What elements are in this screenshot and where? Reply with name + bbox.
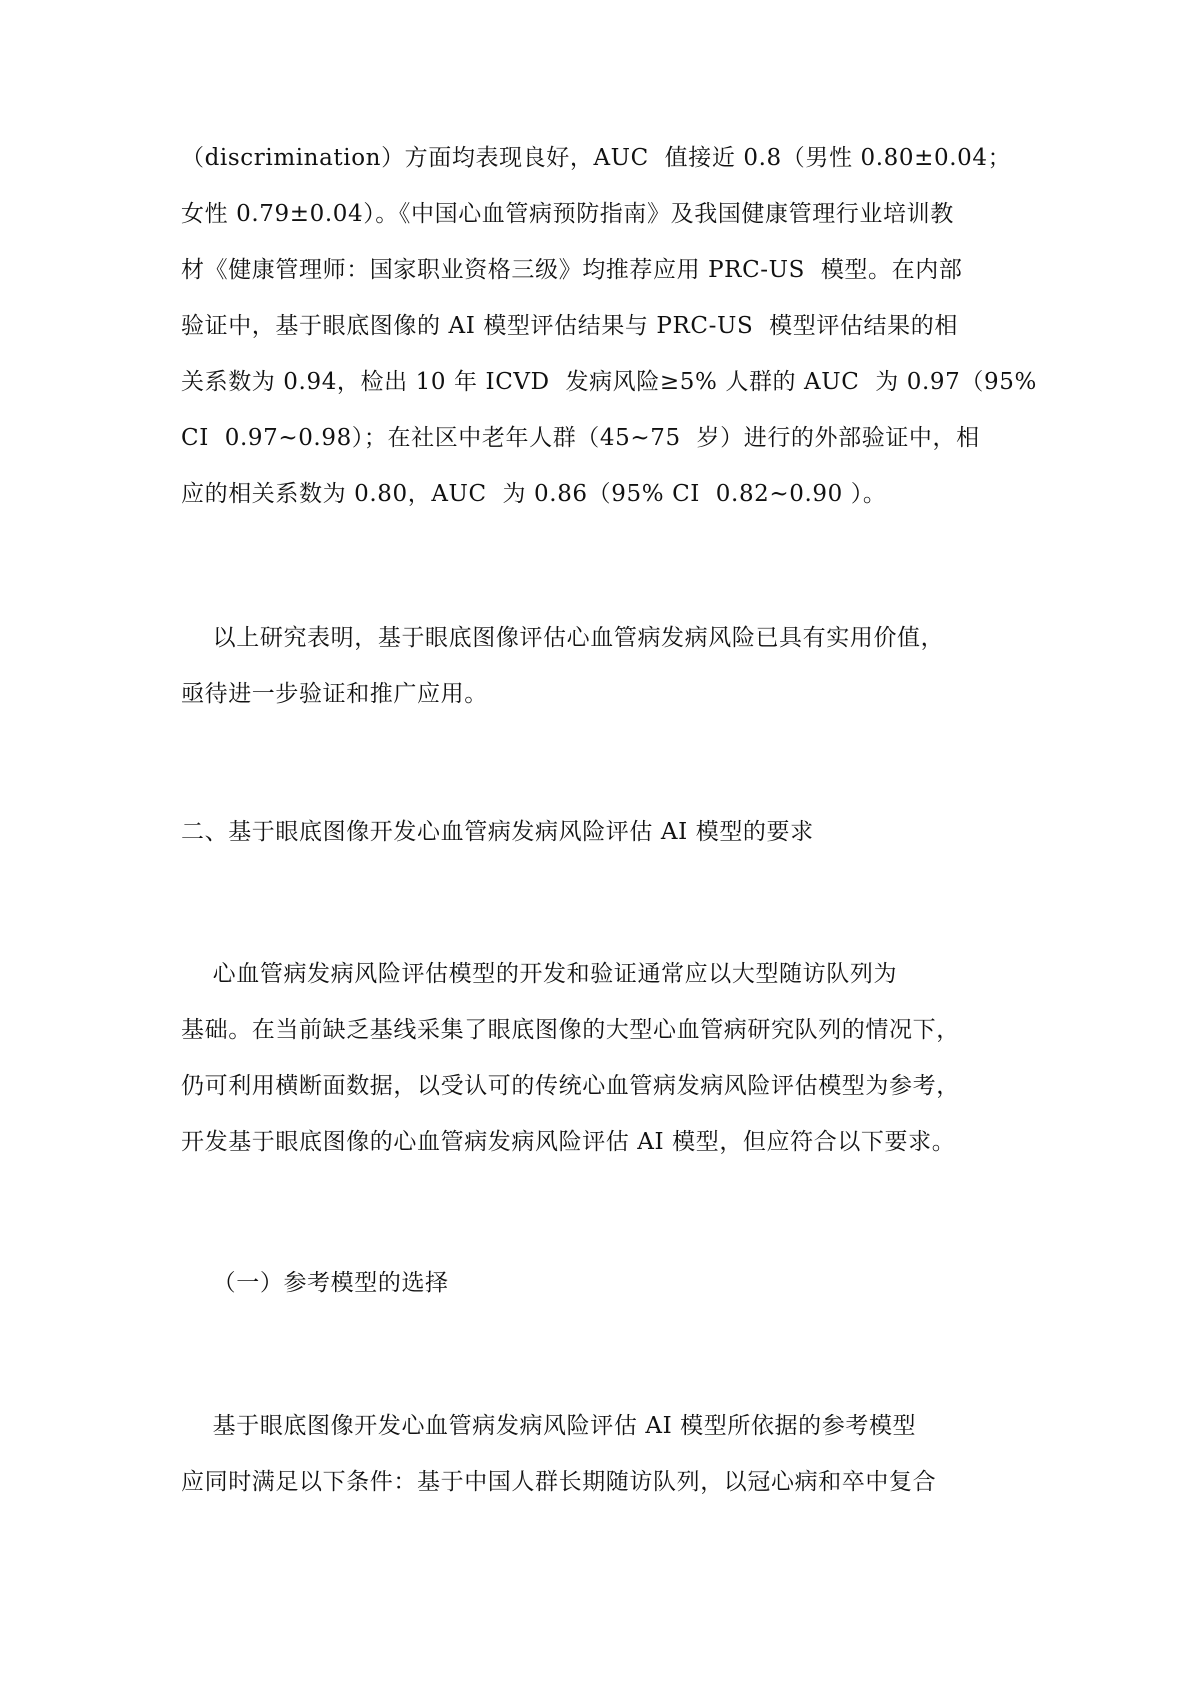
paragraph-line: 心血管病发病风险评估模型的开发和验证通常应以大型随访队列为 <box>181 961 898 987</box>
paragraph-line: 材《健康管理师：国家职业资格三级》均推荐应用 PRC-US 模型。在内部 <box>181 257 963 283</box>
section-heading: 二、基于眼底图像开发心血管病发病风险评估 AI 模型的要求 <box>181 819 814 845</box>
paragraph-line: 开发基于眼底图像的心血管病发病风险评估 AI 模型，但应符合以下要求。 <box>181 1129 956 1155</box>
subsection-heading: （一）参考模型的选择 <box>181 1270 449 1296</box>
paragraph-line: 验证中，基于眼底图像的 AI 模型评估结果与 PRC-US 模型评估结果的相 <box>181 313 958 339</box>
paragraph-line: CI 0.97~0.98）；在社区中老年人群（45~75 岁）进行的外部验证中，相 <box>181 425 980 451</box>
paragraph-line: 亟待进一步验证和推广应用。 <box>181 681 488 707</box>
paragraph-line: 女性 0.79±0.04）。《中国心血管病预防指南》及我国健康管理行业培训教 <box>181 201 954 227</box>
paragraph-line: 基础。在当前缺乏基线采集了眼底图像的大型心血管病研究队列的情况下， <box>181 1017 960 1043</box>
paragraph-line: 仍可利用横断面数据，以受认可的传统心血管病发病风险评估模型为参考， <box>181 1073 960 1099</box>
paragraph-line: 应同时满足以下条件：基于中国人群长期随访队列，以冠心病和卒中复合 <box>181 1469 937 1495</box>
paragraph-line: 应的相关系数为 0.80，AUC 为 0.86（95% CI 0.82~0.90 ）。 <box>181 481 887 507</box>
paragraph-line: 以上研究表明，基于眼底图像评估心血管病发病风险已具有实用价值， <box>181 625 945 651</box>
paragraph-line: 关系数为 0.94，检出 10 年 ICVD 发病风险≥5% 人群的 AUC 为 0.97（95% <box>181 369 1037 395</box>
paragraph-line: （discrimination）方面均表现良好，AUC 值接近 0.8（男性 0.80±0.04； <box>181 145 1012 171</box>
paragraph-line: 基于眼底图像开发心血管病发病风险评估 AI 模型所依据的参考模型 <box>181 1413 917 1439</box>
